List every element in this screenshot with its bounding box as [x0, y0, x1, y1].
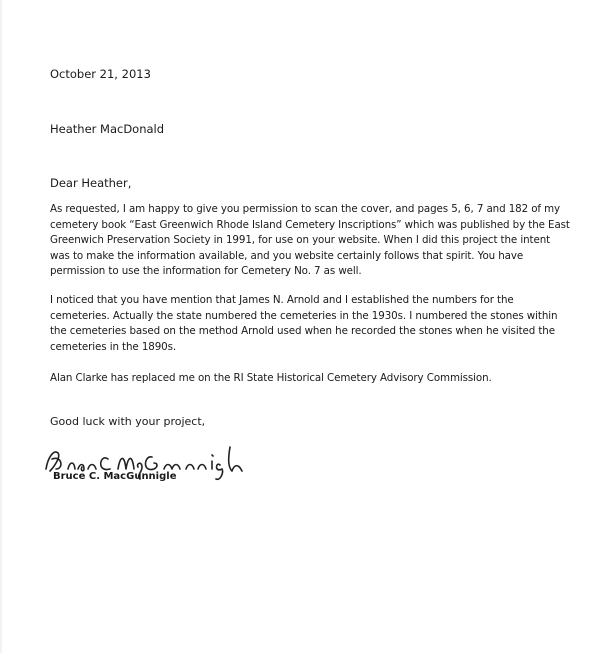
letter-date: October 21, 2013 — [50, 67, 151, 81]
page-edge — [0, 0, 2, 653]
paragraph-commission: Alan Clarke has replaced me on the RI State Historical Cemetery Advisory Commission. — [50, 372, 492, 384]
recipient-name: Heather MacDonald — [50, 122, 165, 136]
salutation: Dear Heather, — [50, 176, 132, 190]
paragraph-permission: As requested, I am happy to give you permission to scan the cover, and pages 5, 6, 7 and 182 of my cemetery book “East Greenwich Rhode Island Cemetery Inscriptions” which was published by the East Greenwich Preservation Society in 1991, for use on your website. When I did this project the intent was to make the information available, and you website certainly follows that spirit. You have permission to use the information for Cemetery No. 7 as well. — [50, 203, 570, 278]
paragraph-cemetery-numbering: I noticed that you have mention that James N. Arnold and I established the numbers for the cemeteries. Actually the state numbered the cemeteries in the 1930s. I numbered the stones within the cemeteries based on the method Arnold used when he recorded the stones when he visited the cemeteries in the 1890s. — [50, 294, 558, 353]
signer-name: Bruce C. MacGunnigle — [53, 471, 177, 482]
closing: Good luck with your project, — [50, 415, 206, 428]
